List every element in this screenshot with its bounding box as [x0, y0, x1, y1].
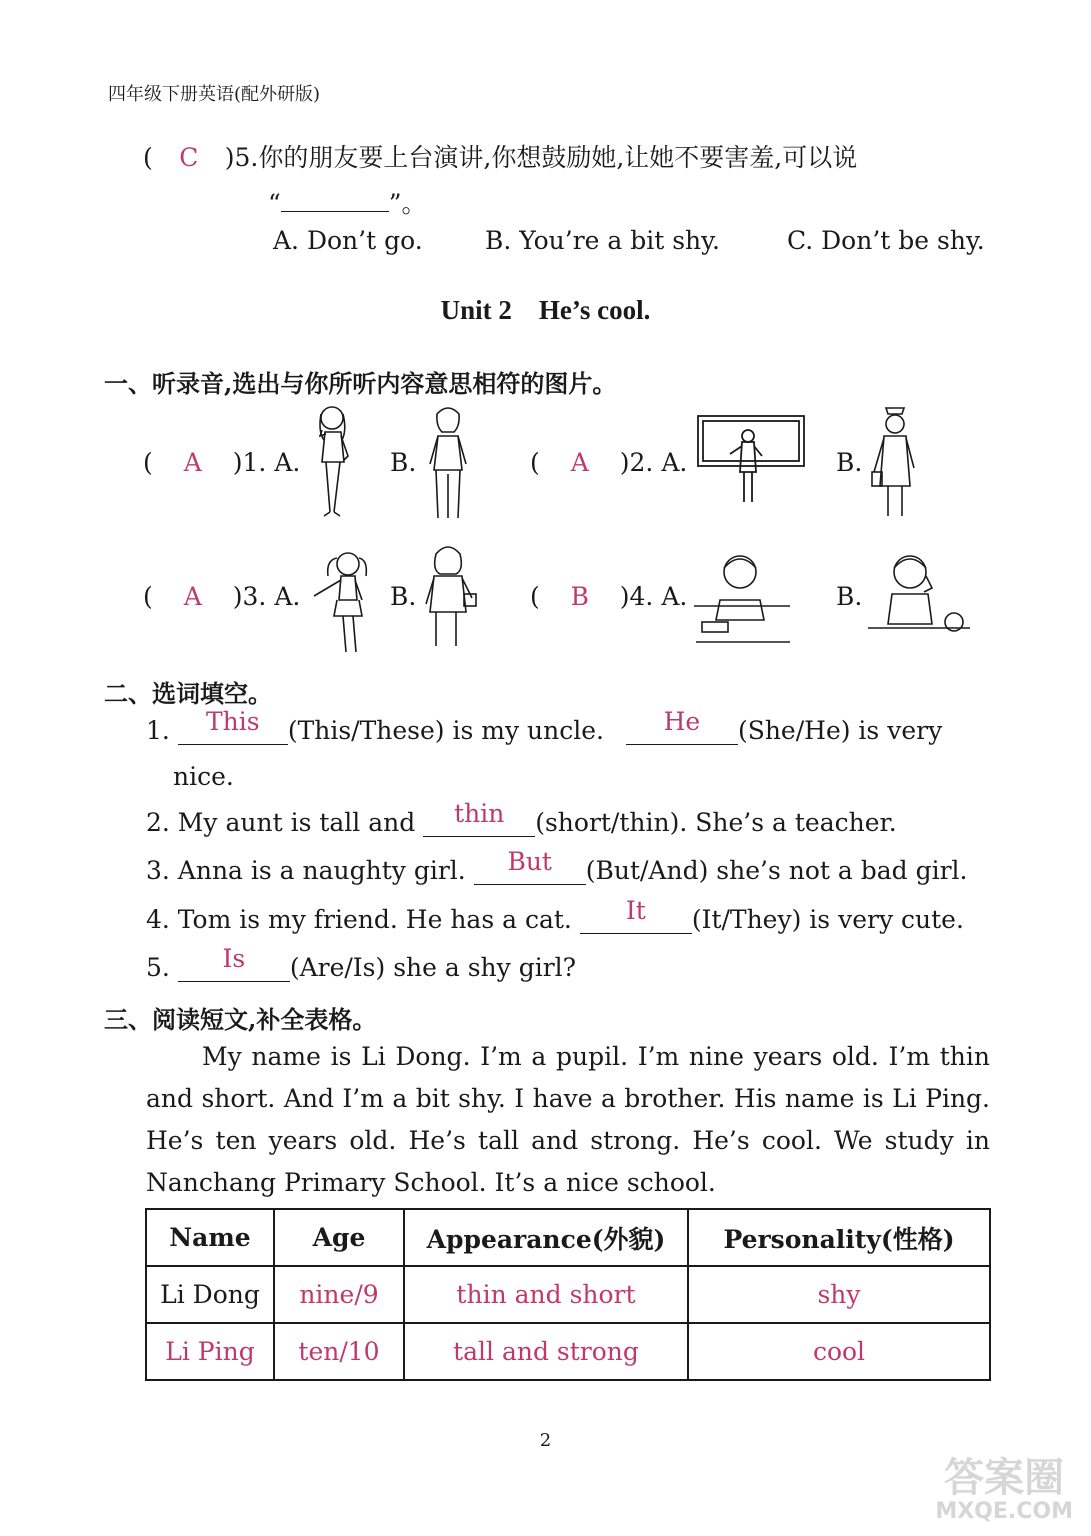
- fill-question-2: 2. My aunt is tall and thin (short/thin). She’s a teacher.: [146, 799, 897, 837]
- tall-boy-figure: [424, 400, 474, 522]
- option-b-label: B.: [836, 448, 863, 477]
- answer-blank: But: [474, 854, 586, 885]
- teacher-blackboard-figure: [696, 412, 808, 506]
- table-row: [146, 1323, 990, 1380]
- option-b: B. You’re a bit shy.: [485, 226, 720, 255]
- cell-appearance: tall and strong: [404, 1323, 688, 1380]
- answer-mark: A: [570, 448, 589, 477]
- girl-desk-figure: [690, 544, 792, 646]
- option-c: C. Don’t be shy.: [787, 226, 985, 255]
- section1-heading: 一、听录音,选出与你所听内容意思相符的图片。: [104, 369, 617, 398]
- answer-blank: This: [178, 714, 288, 745]
- answer-blank: Is: [178, 951, 290, 982]
- page-header: 四年级下册英语(配外研版): [108, 84, 321, 105]
- reading-passage: My name is Li Dong. I’m a pupil. I’m nine years old. I’m thin and short. And I’m a bit shy. I have a brother. His name is Li Ping. He’s ten years old. He’s tall and strong. He’s cool. We study in Nanchang Primary School. It’s a nice school.: [146, 1042, 990, 1197]
- cell-age: ten/10: [274, 1323, 404, 1380]
- cell-appearance: thin and short: [404, 1266, 688, 1323]
- answer-blank: He: [626, 714, 738, 745]
- girl-telephone-figure: [866, 548, 972, 640]
- option-b-label: B.: [390, 448, 417, 477]
- cell-personality: shy: [688, 1266, 990, 1323]
- info-table: [145, 1208, 991, 1381]
- section3-heading: 三、阅读短文,补全表格。: [104, 1005, 377, 1034]
- fill-question-5: 5. Is (Are/Is) she a shy girl?: [146, 944, 577, 982]
- option-a: A. Don’t go.: [273, 226, 423, 255]
- answer-mark: B: [570, 582, 589, 611]
- fill-question-4: 4. Tom is my friend. He has a cat. It (It/They) is very cute.: [146, 896, 964, 934]
- answer-blank: [281, 187, 389, 212]
- answer-mark: A: [183, 582, 202, 611]
- cell-age: nine/9: [274, 1266, 404, 1323]
- section2-heading: 二、选词填空。: [104, 679, 272, 708]
- cell-name: Li Dong: [146, 1266, 274, 1323]
- answer-blank: It: [580, 903, 692, 934]
- listening-item-4: ( B )4. A.: [530, 582, 688, 611]
- cell-personality: cool: [688, 1323, 990, 1380]
- header-age: Age: [274, 1209, 404, 1266]
- watermark-bottom: MXQE.COM: [935, 1499, 1073, 1524]
- unit-title: Unit 2 He’s cool.: [440, 295, 651, 325]
- listening-item-1: ( A )1. A.: [143, 448, 301, 477]
- header-name: Name: [146, 1209, 274, 1266]
- cell-name: Li Ping: [146, 1323, 274, 1380]
- page-number: 2: [539, 1430, 552, 1451]
- girl-phone-figure: [308, 400, 358, 520]
- header-appearance: Appearance(外貌): [404, 1209, 688, 1266]
- table-row: [146, 1266, 990, 1323]
- answer-mark: A: [183, 448, 202, 477]
- watermark-top: 答案圈: [944, 1455, 1065, 1501]
- woman-handbag-figure: [420, 540, 480, 652]
- fill-question-1: 1. This (This/These) is my uncle. He (She/He) is very: [146, 707, 943, 745]
- girl-pigtails-figure: [310, 540, 374, 658]
- listening-item-2: ( A )2. A.: [530, 448, 688, 477]
- prev-question-5: ( C )5.你的朋友要上台演讲,你想鼓励她,让她不要害羞,可以说: [143, 143, 858, 172]
- option-b-label: B.: [836, 582, 863, 611]
- nurse-figure: [870, 402, 922, 522]
- watermark-logo: [935, 1456, 1073, 1524]
- question-text: 你的朋友要上台演讲,你想鼓励她,让她不要害羞,可以说: [258, 143, 858, 172]
- prev-question-5-blank: “ ”。: [268, 189, 427, 218]
- answer-mark: C: [179, 143, 199, 172]
- table-header-row: [146, 1209, 990, 1266]
- fill-question-3: 3. Anna is a naughty girl. But (But/And) she’s not a bad girl.: [146, 847, 968, 885]
- header-personality: Personality(性格): [688, 1209, 990, 1266]
- fill-question-1-continued: nice.: [173, 762, 234, 791]
- option-b-label: B.: [390, 582, 417, 611]
- answer-blank: thin: [423, 806, 535, 837]
- listening-item-3: ( A )3. A.: [143, 582, 301, 611]
